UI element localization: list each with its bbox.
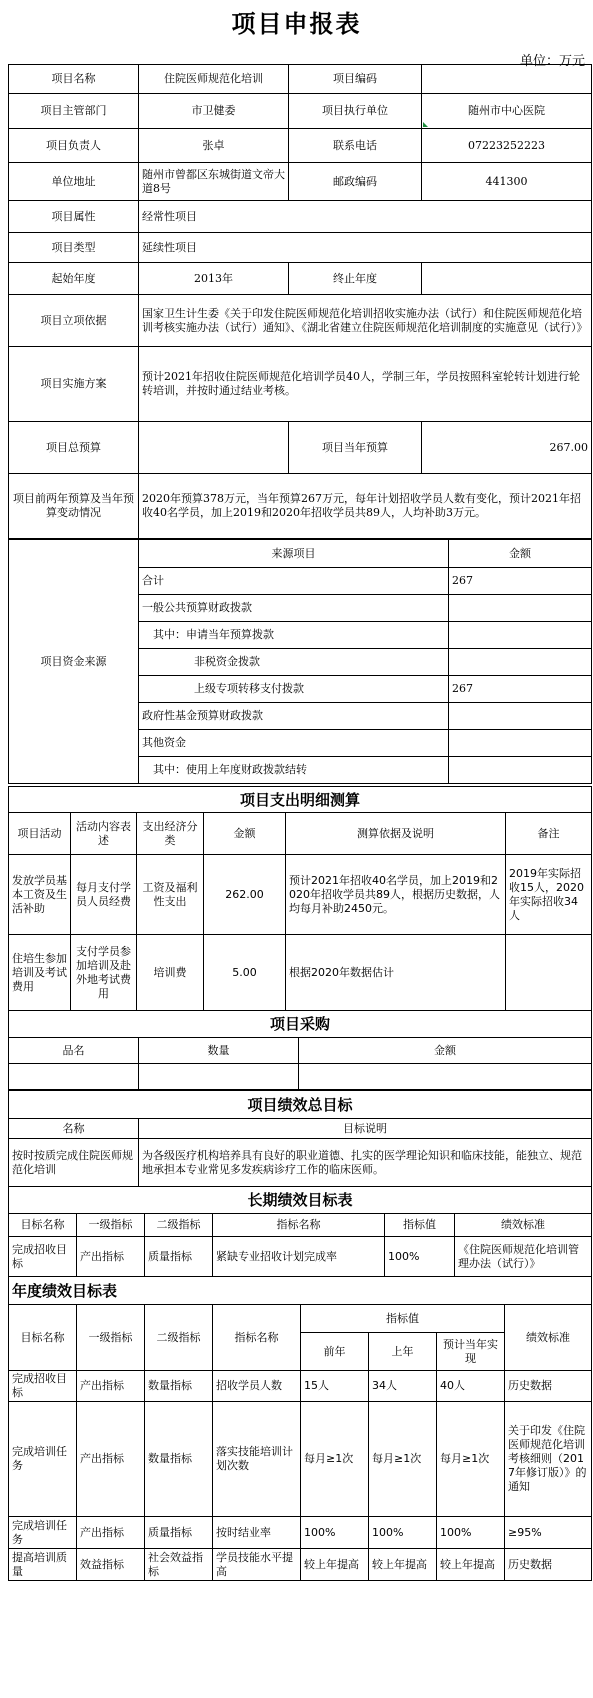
plan-value: 预计2021年招收住院医师规范化培训学员40人，学制三年，学员按照科室轮转计划进行轮转培训，并按时通过结业考核。 [139, 347, 592, 422]
purchase-cell [9, 1064, 139, 1090]
dept-label: 项目主管部门 [9, 94, 139, 129]
expense-category: 培训费 [137, 935, 204, 1011]
basis-value: 国家卫生计生委《关于印发住院医师规范化培训招收实施办法（试行）和住院医师规范化培训考核实施办法（试行）通知》、《湖北省建立住院医师规范化培训制度的实施意见（试行）》 [139, 295, 592, 347]
funding-row-name: 非税资金拨款 [139, 649, 449, 676]
annual-cell: 学员技能水平提高 [213, 1549, 301, 1581]
total-label: 项目总预算 [9, 422, 139, 474]
table-row [9, 855, 592, 935]
change-label: 项目前两年预算及当年预算变动情况 [9, 474, 139, 539]
longterm-cell: 《住院医师规范化培训管理办法（试行）》 [455, 1237, 592, 1277]
expense-header: 备注 [506, 813, 592, 855]
exec-label: 项目执行单位 [289, 94, 422, 129]
overall-col-desc: 目标说明 [139, 1119, 592, 1139]
purchase-cell [299, 1064, 592, 1090]
annual-cell: 社会效益指标 [145, 1549, 213, 1581]
funding-row-name: 合计 [139, 568, 449, 595]
longterm-header: 目标名称 [9, 1214, 77, 1237]
unit-label: 单位：万元 [519, 54, 585, 69]
attr-value: 经常性项目 [139, 201, 592, 233]
expense-note [506, 935, 592, 1011]
expense-header: 测算依据及说明 [286, 813, 506, 855]
annual-cell: 产出指标 [77, 1371, 145, 1402]
end-label: 终止年度 [289, 263, 422, 295]
post-label: 邮政编码 [289, 163, 422, 201]
longterm-header: 绩效标准 [455, 1214, 592, 1237]
start-label: 起始年度 [9, 263, 139, 295]
longterm-header: 指标名称 [213, 1214, 385, 1237]
exec-unit [422, 94, 592, 129]
project-code [422, 65, 592, 94]
annual-cell: 数量指标 [145, 1402, 213, 1517]
purchase-title: 项目采购 [9, 1011, 592, 1038]
longterm-cell: 紧缺专业招收计划完成率 [213, 1237, 385, 1277]
overall-desc: 为各级医疗机构培养具有良好的职业道德、扎实的医学理论知识和临床技能，能独立、规范地承担本专业常见多发疾病诊疗工作的临床医师。 [139, 1139, 592, 1187]
dept-value: 市卫健委 [139, 94, 289, 129]
leader-value: 张卓 [139, 129, 289, 163]
comment-marker [423, 122, 428, 127]
longterm-header: 二级指标 [145, 1214, 213, 1237]
annual-cell: 关于印发《住院医师规范化培训考核细则（2017年修订版）》的通知 [505, 1402, 592, 1517]
post-value: 441300 [422, 163, 592, 201]
purchase-header: 品名 [9, 1038, 139, 1064]
exec-value: 随州市中心医院 [468, 104, 545, 117]
funding-table [8, 539, 592, 784]
annual-title: 年度绩效目标表 [9, 1277, 592, 1305]
annual-cell: 完成招收目标 [9, 1371, 77, 1402]
annual-cell: 34人 [369, 1371, 437, 1402]
annual-header-prev: 上年 [369, 1333, 437, 1371]
overall-name: 按时按质完成住院医师规范化培训 [9, 1139, 139, 1187]
addr-value: 随州市曾都区东城街道文帝大道8号 [139, 163, 289, 201]
funding-row-name: 上级专项转移支付拨款 [139, 676, 449, 703]
funding-row-amount: 267 [449, 568, 592, 595]
annual-cell: 效益指标 [77, 1549, 145, 1581]
longterm-header: 指标值 [385, 1214, 455, 1237]
longterm-table [8, 1186, 592, 1277]
annual-cell: 按时结业率 [213, 1517, 301, 1549]
funding-row-amount [449, 757, 592, 784]
table-row [9, 1517, 592, 1549]
annual-cell: 产出指标 [77, 1517, 145, 1549]
annual-cell: 完成培训任务 [9, 1517, 77, 1549]
expense-content: 支付学员参加培训及赴外地考试费用 [71, 935, 137, 1011]
annual-header-prev2: 前年 [301, 1333, 369, 1371]
annual-header-ind: 指标名称 [213, 1305, 301, 1371]
expense-category: 工资及福利性支出 [137, 855, 204, 935]
funding-col-source: 来源项目 [139, 540, 449, 568]
annual-header-goal: 目标名称 [9, 1305, 77, 1371]
plan-label: 项目实施方案 [9, 347, 139, 422]
longterm-cell: 完成招收目标 [9, 1237, 77, 1277]
phone-label: 联系电话 [289, 129, 422, 163]
funding-row-name: 政府性基金预算财政拨款 [139, 703, 449, 730]
longterm-cell: 产出指标 [77, 1237, 145, 1277]
expense-basis: 根据2020年数据估计 [286, 935, 506, 1011]
expense-header: 项目活动 [9, 813, 71, 855]
table-row [9, 935, 592, 1011]
project-name: 住院医师规范化培训 [139, 65, 289, 94]
purchase-cell [139, 1064, 299, 1090]
expense-header: 支出经济分类 [137, 813, 204, 855]
funding-row-amount [449, 649, 592, 676]
funding-row-name: 其中：申请当年预算拨款 [139, 622, 449, 649]
start-value: 2013年 [139, 263, 289, 295]
attr-label: 项目属性 [9, 201, 139, 233]
end-value [422, 263, 592, 295]
purchase-header: 数量 [139, 1038, 299, 1064]
basic-info-table [8, 64, 592, 539]
expense-header: 活动内容表述 [71, 813, 137, 855]
leader-label: 项目负责人 [9, 129, 139, 163]
total-value [139, 422, 289, 474]
annual-cell: 招收学员人数 [213, 1371, 301, 1402]
expense-note: 2019年实际招收15人，2020年实际招收34人 [506, 855, 592, 935]
annual-cell: 数量指标 [145, 1371, 213, 1402]
basis-label: 项目立项依据 [9, 295, 139, 347]
table-row [9, 1371, 592, 1402]
annual-cell: 历史数据 [505, 1371, 592, 1402]
table-row [9, 1237, 592, 1277]
annual-cell: 每月≥1次 [369, 1402, 437, 1517]
funding-row-amount [449, 703, 592, 730]
funding-row-amount [449, 595, 592, 622]
name-label: 项目名称 [9, 65, 139, 94]
annual-cell: 落实技能培训计划次数 [213, 1402, 301, 1517]
expense-activity: 住培生参加培训及考试费用 [9, 935, 71, 1011]
expense-basis: 预计2021年招收40名学员，加上2019和2020年招收学员共89人，根据历史数据，人均每月补助2450元。 [286, 855, 506, 935]
annual-cell: 40人 [437, 1371, 505, 1402]
longterm-header: 一级指标 [77, 1214, 145, 1237]
table-row [9, 1549, 592, 1581]
cur-label: 项目当年预算 [289, 422, 422, 474]
annual-header-std: 绩效标准 [505, 1305, 592, 1371]
cur-value: 267.00 [422, 422, 592, 474]
annual-header-cur: 预计当年实现 [437, 1333, 505, 1371]
expense-title: 项目支出明细测算 [9, 787, 592, 813]
annual-table [8, 1276, 592, 1581]
expense-activity: 发放学员基本工资及生活补助 [9, 855, 71, 935]
annual-cell: 100% [437, 1517, 505, 1549]
funding-col-amount: 金额 [449, 540, 592, 568]
longterm-title: 长期绩效目标表 [9, 1187, 592, 1214]
change-value: 2020年预算378万元，当年预算267万元，每年计划招收学员人数有变化，预计2021年招收40名学员，加上2019和2020年招收学员共89人，人均补助3万元。 [139, 474, 592, 539]
annual-cell: ≥95% [505, 1517, 592, 1549]
annual-cell: 历史数据 [505, 1549, 592, 1581]
expense-amount: 262.00 [204, 855, 286, 935]
expense-amount: 5.00 [204, 935, 286, 1011]
type-value: 延续性项目 [139, 233, 592, 263]
annual-cell: 质量指标 [145, 1517, 213, 1549]
annual-cell: 100% [301, 1517, 369, 1549]
purchase-table [8, 1010, 592, 1090]
annual-header-val: 指标值 [301, 1305, 505, 1333]
annual-cell: 每月≥1次 [301, 1402, 369, 1517]
annual-cell: 较上年提高 [437, 1549, 505, 1581]
annual-header-l2: 二级指标 [145, 1305, 213, 1371]
page-title: 项目申报表 [231, 10, 362, 38]
annual-cell: 较上年提高 [301, 1549, 369, 1581]
annual-cell: 每月≥1次 [437, 1402, 505, 1517]
annual-cell: 提高培训质量 [9, 1549, 77, 1581]
expense-header: 金额 [204, 813, 286, 855]
funding-row-name: 其中：使用上年度财政拨款结转 [139, 757, 449, 784]
table-row [9, 1402, 592, 1517]
annual-header-l1: 一级指标 [77, 1305, 145, 1371]
funding-row-amount: 267 [449, 676, 592, 703]
longterm-cell: 质量指标 [145, 1237, 213, 1277]
funding-row-amount [449, 622, 592, 649]
annual-cell: 15人 [301, 1371, 369, 1402]
overall-col-name: 名称 [9, 1119, 139, 1139]
longterm-cell: 100% [385, 1237, 455, 1277]
overall-goal-table [8, 1090, 592, 1187]
funding-row-amount [449, 730, 592, 757]
annual-cell: 较上年提高 [369, 1549, 437, 1581]
purchase-header: 金额 [299, 1038, 592, 1064]
annual-cell: 完成培训任务 [9, 1402, 77, 1517]
funding-row-name: 一般公共预算财政拨款 [139, 595, 449, 622]
overall-title: 项目绩效总目标 [9, 1091, 592, 1119]
annual-cell: 100% [369, 1517, 437, 1549]
funding-label: 项目资金来源 [9, 540, 139, 784]
addr-label: 单位地址 [9, 163, 139, 201]
funding-row-name: 其他资金 [139, 730, 449, 757]
code-label: 项目编码 [289, 65, 422, 94]
expense-table [8, 786, 592, 1011]
phone-value: 07223252223 [422, 129, 592, 163]
type-label: 项目类型 [9, 233, 139, 263]
annual-cell: 产出指标 [77, 1402, 145, 1517]
expense-content: 每月支付学员人员经费 [71, 855, 137, 935]
